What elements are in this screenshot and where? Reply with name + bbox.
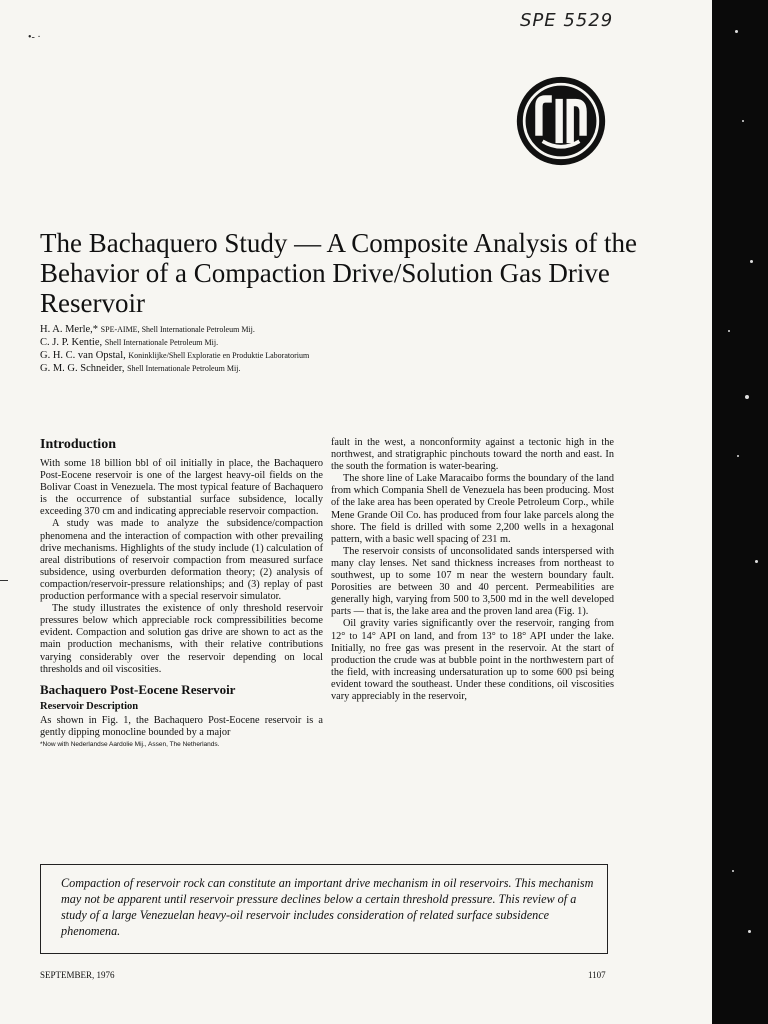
- author-affiliation: Shell Internationale Petroleum Mij.: [127, 364, 241, 373]
- author-line: [40, 336, 680, 349]
- body-columns: [40, 437, 680, 857]
- paper-title: The Bachaquero Study — A Composite Analysis of the Behavior of a Compaction Drive/Solution Gas Drive Reservoir: [40, 228, 637, 318]
- right-column: [331, 437, 614, 703]
- description-paragraph: The shore line of Lake Maracaibo forms the boundary of the land from which Compania Shell de Venezuela has been producing. Most of the lake area has been operated by Creole Petroleum Corp., while Mene Grande Oil Co. has produced from four lake parcels along the shore. The field is drilled with some 2,200 wells in a hexagonal pattern, with a basic well spacing of 231 m.: [331, 473, 614, 545]
- subsection-heading: Reservoir Description: [40, 700, 139, 712]
- scan-speck: [750, 260, 753, 263]
- abstract-box: [40, 864, 608, 954]
- author-list: [40, 323, 680, 375]
- spe-logo-icon: [515, 75, 607, 167]
- intro-paragraph: The study illustrates the existence of only threshold reservoir pressures below which appreciable rock compressibilities become evident. Compaction and solution gas drive are shown to act as the main production mechanisms, with their relative contributions varying considerably over the reservoir depending on local thresholds and oil viscosities.: [40, 603, 323, 675]
- handwritten-stamp: SPE 5529: [520, 10, 614, 31]
- scan-speck: [755, 560, 758, 563]
- margin-mark: [0, 580, 8, 581]
- intro-paragraph: A study was made to analyze the subsidence/compaction phenomena and the interaction of compaction with other prevailing drive mechanisms. Highlights of the study include (1) calculation of areal distributions of reservoir compaction from measured surface subsidence, using overburden deformation theory; (2) analysis of compaction/reservoir-pressure relationships; and (3) replay of past production performance with a special reservoir simulator.: [40, 518, 323, 603]
- author-line: [40, 349, 680, 362]
- scan-speck: [748, 930, 751, 933]
- abstract-text: Compaction of reservoir rock can constitute an important drive mechanism in oil reservoirs. This mechanism may not be apparent until reservoir pressure declines below a certain threshold pressure. This review of a study of a large Venezuelan heavy-oil reservoir includes consideration of related surface subsidence phenomena.: [61, 876, 594, 938]
- footnote: *Now with Nederlandse Aardolie Mij., Assen, The Netherlands.: [40, 740, 220, 748]
- footer-page-number: 1107: [588, 970, 606, 980]
- description-paragraph: Oil gravity varies significantly over the reservoir, ranging from 12° to 14° API on land, and from 13° to 18° API under the lake. Initially, no free gas was present in the reservoir. At the start of production the crude was at bubble point in the northwestern part of the field, with increasing undersaturation up to some 600 psi being evident toward the southeast. Under these conditions, oil viscosities vary appreciably in the reservoir,: [331, 618, 614, 702]
- scan-speck: [728, 330, 730, 332]
- author-name: C. J. P. Kentie,: [40, 337, 105, 348]
- description-paragraph: fault in the west, a nonconformity against a tectonic high in the northwest, and stratigraphic pinchouts toward the north and east. In the south the formation is water-bearing.: [331, 437, 614, 473]
- author-affiliation: Koninklijke/Shell Exploratie en Produktie Laboratorium: [128, 351, 310, 360]
- description-paragraph: As shown in Fig. 1, the Bachaquero Post-Eocene reservoir is a gently dipping monocline bounded by a major: [40, 714, 323, 738]
- author-affiliation: Shell Internationale Petroleum Mij.: [104, 338, 219, 347]
- scan-speck: [732, 870, 734, 872]
- left-column: [40, 437, 323, 750]
- author-name: G. M. G. Schneider,: [40, 363, 128, 374]
- author-affiliation: SPE-AIME, Shell Internationale Petroleum Mij.: [100, 325, 255, 334]
- scan-speck: [742, 120, 744, 122]
- scan-speck: [735, 30, 738, 33]
- footer-date: SEPTEMBER, 1976: [40, 970, 115, 980]
- author-line: [40, 362, 680, 375]
- author-name: H. A. Merle,*: [40, 324, 101, 335]
- author-line: [40, 323, 680, 336]
- author-name: G. H. C. van Opstal,: [40, 350, 129, 361]
- scan-speck: [745, 395, 749, 399]
- description-paragraph: The reservoir consists of unconsolidated sands interspersed with many clay lenses. Net sand thickness increases from northeast to southwest, up to some 107 m near the western boundary fault. Porosities are between 30 and 40 percent. Permeabilities are generally high, varying from 500 to 3,500 md in the well developed parts — that is, the lake area and the proven land area (Fig. 1).: [331, 545, 614, 618]
- scan-speck: [737, 455, 739, 457]
- section-heading: Bachaquero Post-Eocene Reservoir: [40, 681, 236, 697]
- intro-paragraph: With some 18 billion bbl of oil initially in place, the Bachaquero Post-Eocene reservoir is one of the largest heavy-oil fields on the Bolivar Coast in Venezuela. The most typical feature of Bachaquero is the occurrence of substantial surface subsidence, locally exceeding 370 cm and indicating appreciable reservoir compaction.: [40, 458, 323, 518]
- introduction-heading: Introduction: [40, 437, 116, 452]
- page-speck: •- ·: [28, 32, 41, 43]
